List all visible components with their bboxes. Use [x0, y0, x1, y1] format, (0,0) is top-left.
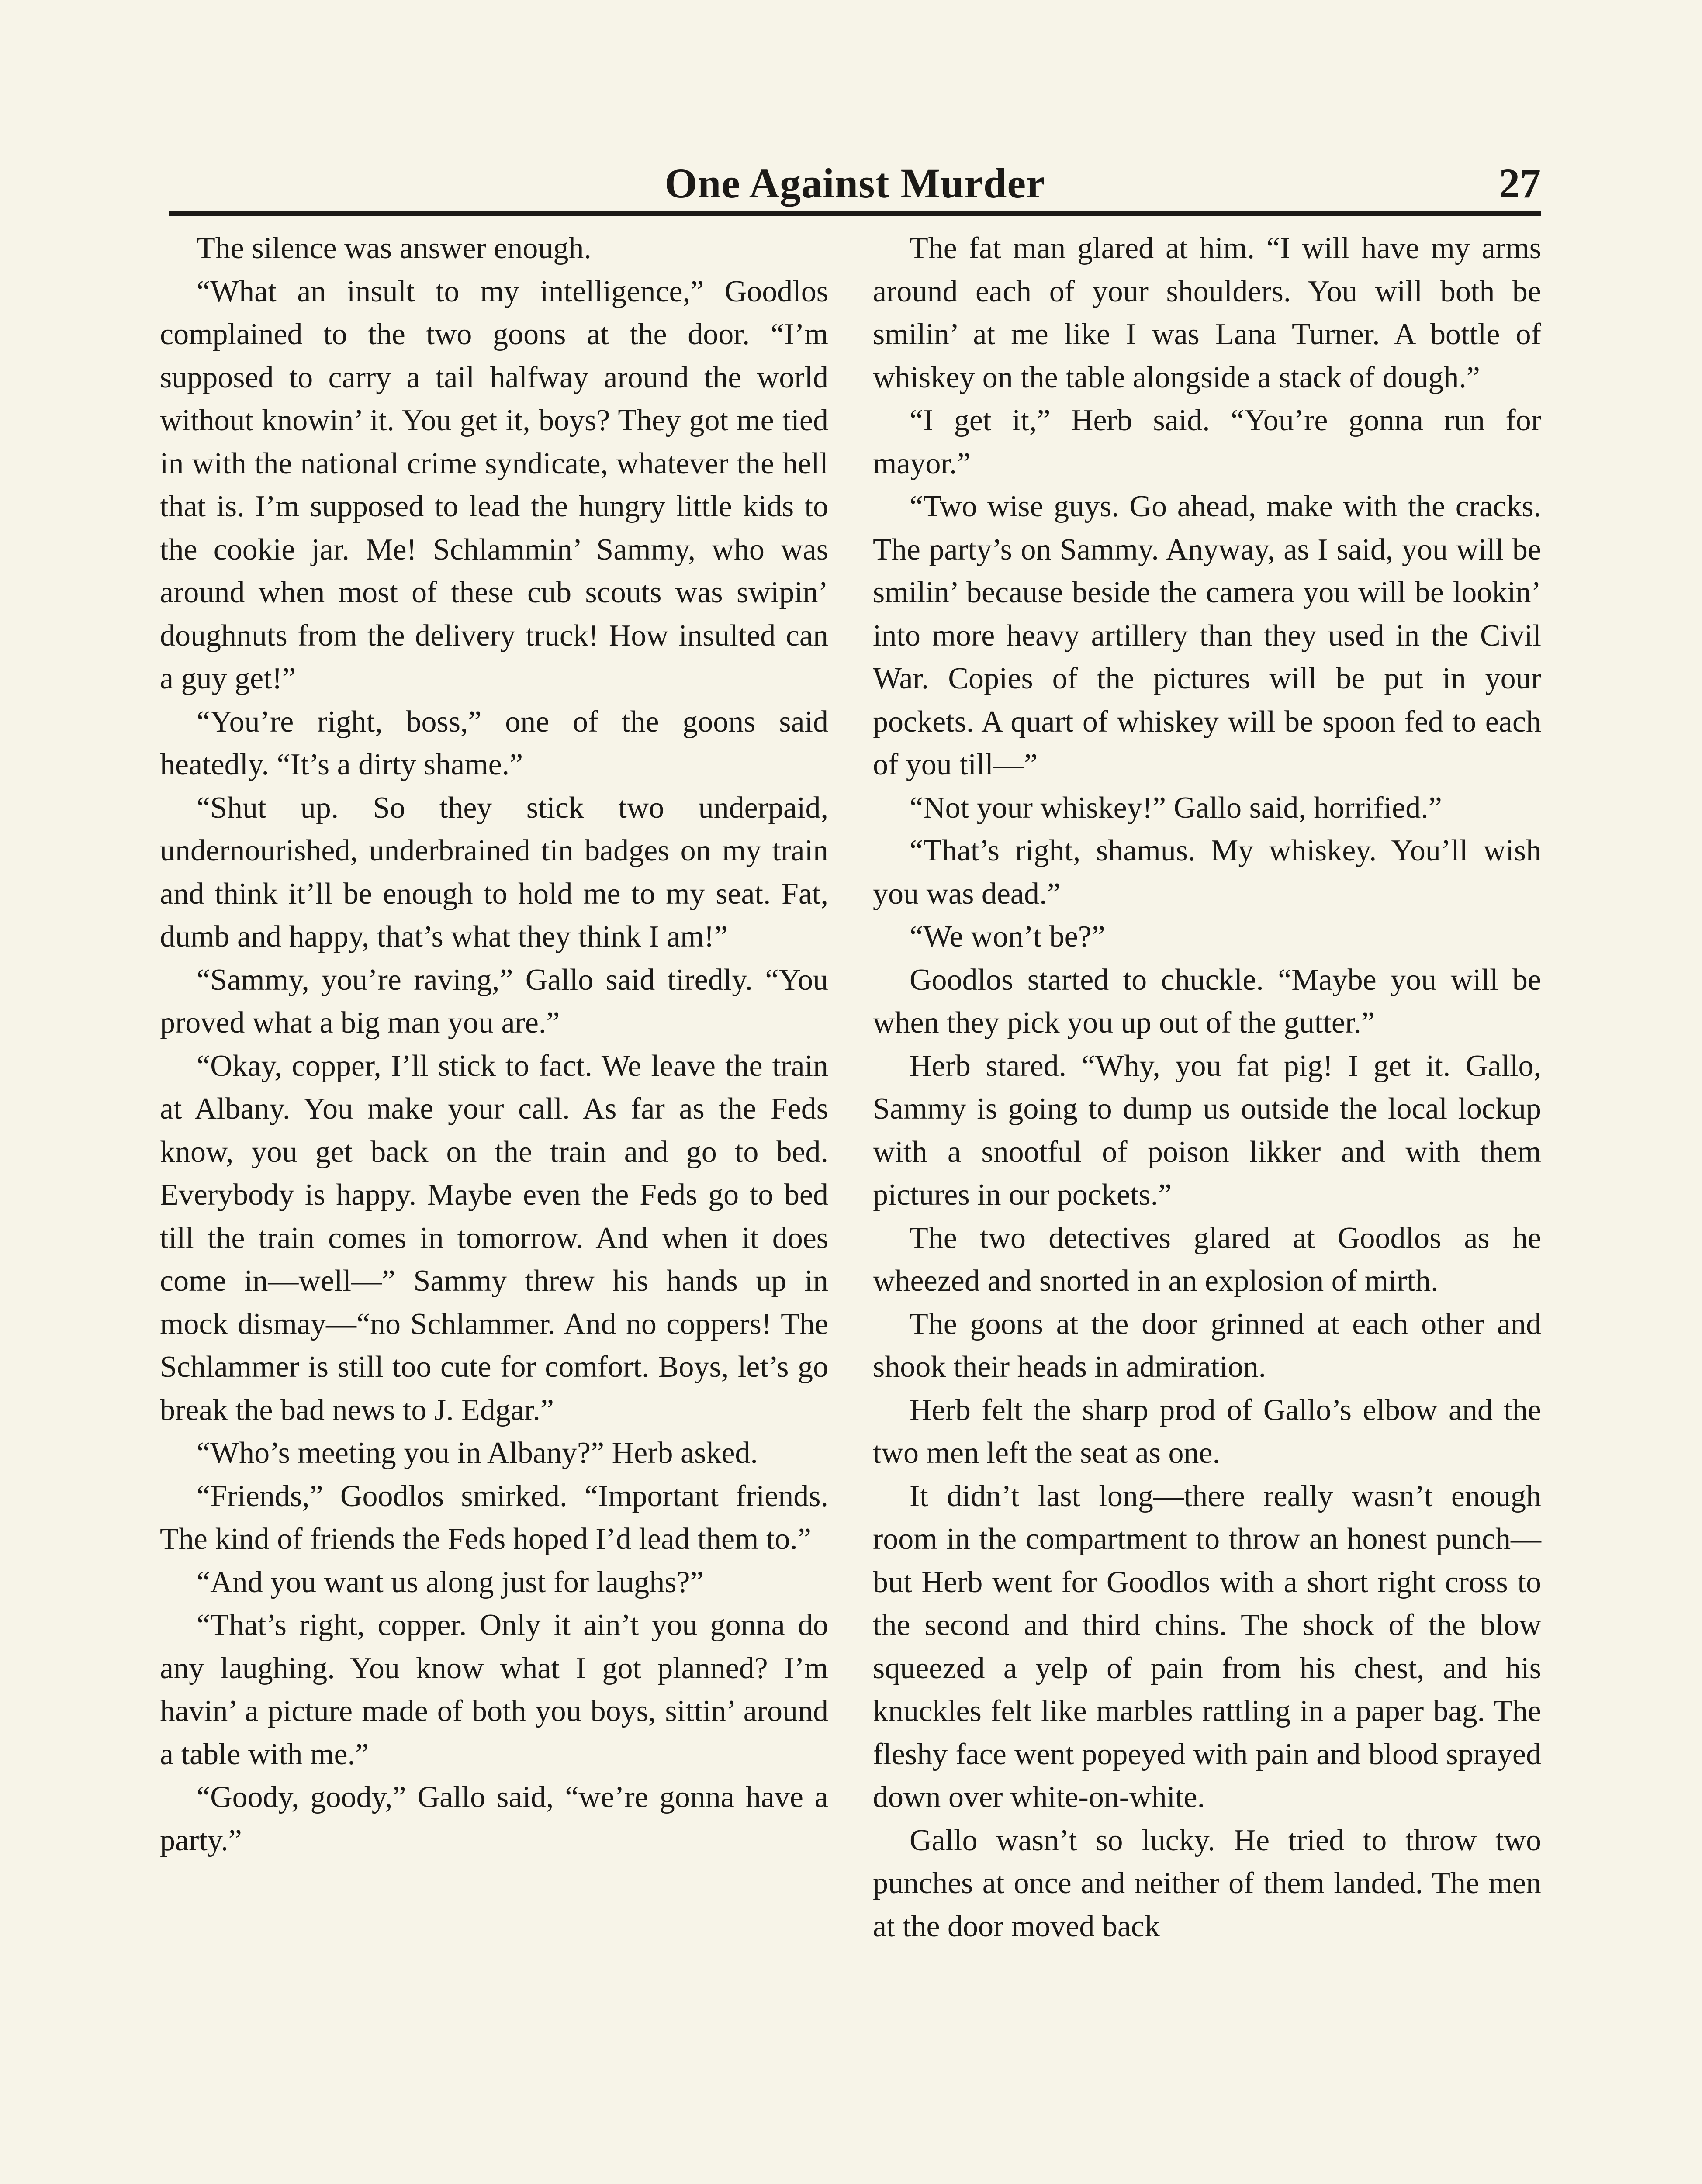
paragraph: “Two wise guys. Go ahead, make with the cracks. The party’s on Sammy. Anyway, as I said, you will be smilin’ because beside the camera you will be lookin’ into more heavy artillery than they used in the Civil War. Copies of the pictures will be put in your pockets. A quart of whiskey will be spoon fed to each of you till—” — [873, 490, 1541, 781]
paragraph: The goons at the door grinned at each other and shook their heads in admiration. — [873, 1307, 1541, 1384]
paragraph: The silence was answer enough. — [197, 232, 592, 265]
header-rule — [169, 211, 1541, 216]
paragraph: “Goody, goody,” Gallo said, “we’re gonna have a party.” — [160, 1780, 828, 1857]
paragraph: “We won’t be?” — [910, 920, 1105, 954]
paragraph: “That’s right, shamus. My whiskey. You’ll wish you was dead.” — [873, 834, 1541, 911]
running-header — [169, 157, 1541, 210]
paragraph: “What an insult to my intelligence,” Goodlos complained to the two goons at the door. “I’m supposed to carry a tail halfway around the world without knowin’ it. You get it, boys? They got me tied in with the national crime syndicate, whatever the hell that is. I’m supposed to lead the hungry little kids to the cookie jar. Me! Schlammin’ Sammy, who was around when most of these cub scouts was swipin’ doughnuts from the delivery truck! How insulted can a guy get!” — [160, 274, 828, 695]
paragraph: Gallo wasn’t so lucky. He tried to throw two punches at once and neither of them landed. The men at the door moved back — [873, 1823, 1541, 1943]
paragraph: It didn’t last long—there really wasn’t enough room in the compartment to throw an honest punch—but Herb went for Goodlos with a short right cross to the second and third chins. The shock of the blow squeezed a yelp of pain from his chest, and his knuckles felt like marbles rattling in a paper bag. The fleshy face went popeyed with pain and blood sprayed down over white-on-white. — [873, 1479, 1541, 1814]
paragraph: Herb felt the sharp prod of Gallo’s elbow and the two men left the seat as one. — [873, 1393, 1541, 1470]
paragraph: “Friends,” Goodlos smirked. “Important friends. The kind of friends the Feds hoped I’d lead them to.” — [160, 1479, 828, 1556]
paragraph: “That’s right, copper. Only it ain’t you gonna do any laughing. You know what I got planned? I’m havin’ a picture made of both you boys, sittin’ around a table with me.” — [160, 1608, 828, 1771]
paragraph: “And you want us along just for laughs?” — [197, 1565, 704, 1599]
paragraph: “I get it,” Herb said. “You’re gonna run for mayor.” — [873, 404, 1541, 480]
paragraph: “Who’s meeting you in Albany?” Herb asked. — [197, 1436, 758, 1470]
paragraph: The fat man glared at him. “I will have my arms around each of your shoulders. You will both be smilin’ at me like I was Lana Turner. A bottle of whiskey on the table alongside a stack of dough.” — [873, 232, 1541, 394]
page-number: 27 — [1499, 160, 1541, 207]
paragraph: The two detectives glared at Goodlos as he wheezed and snorted in an explosion of mirth. — [873, 1221, 1541, 1298]
paragraph: “Okay, copper, I’ll stick to fact. We leave the train at Albany. You make your call. As far as the Feds know, you get back on the train and go to bed. Everybody is happy. Maybe even the Feds go to bed till the train comes in tomorrow. And when it does come in—well—” Sammy threw his hands up in mock dismay—“no Schlammer. And no coppers! The Schlammer is still too cute for comfort. Boys, let’s go break the bad news to J. Edgar.” — [160, 1049, 828, 1427]
left-column — [160, 227, 828, 1862]
header-title: One Against Murder — [664, 160, 1045, 207]
right-column — [873, 227, 1541, 1948]
paragraph: Goodlos started to chuckle. “Maybe you will be when they pick you up out of the gutter.” — [873, 963, 1541, 1040]
paragraph: Herb stared. “Why, you fat pig! I get it. Gallo, Sammy is going to dump us outside the local lockup with a snootful of poison likker and with them pictures in our pockets.” — [873, 1049, 1541, 1212]
paragraph: “Shut up. So they stick two underpaid, undernourished, underbrained tin badges on my train and think it’ll be enough to hold me to my seat. Fat, dumb and happy, that’s what they think I am!” — [160, 791, 828, 954]
paragraph: “Sammy, you’re raving,” Gallo said tiredly. “You proved what a big man you are.” — [160, 963, 828, 1040]
paragraph: “You’re right, boss,” one of the goons said heatedly. “It’s a dirty shame.” — [160, 705, 828, 781]
paragraph: “Not your whiskey!” Gallo said, horrified.” — [910, 791, 1442, 825]
